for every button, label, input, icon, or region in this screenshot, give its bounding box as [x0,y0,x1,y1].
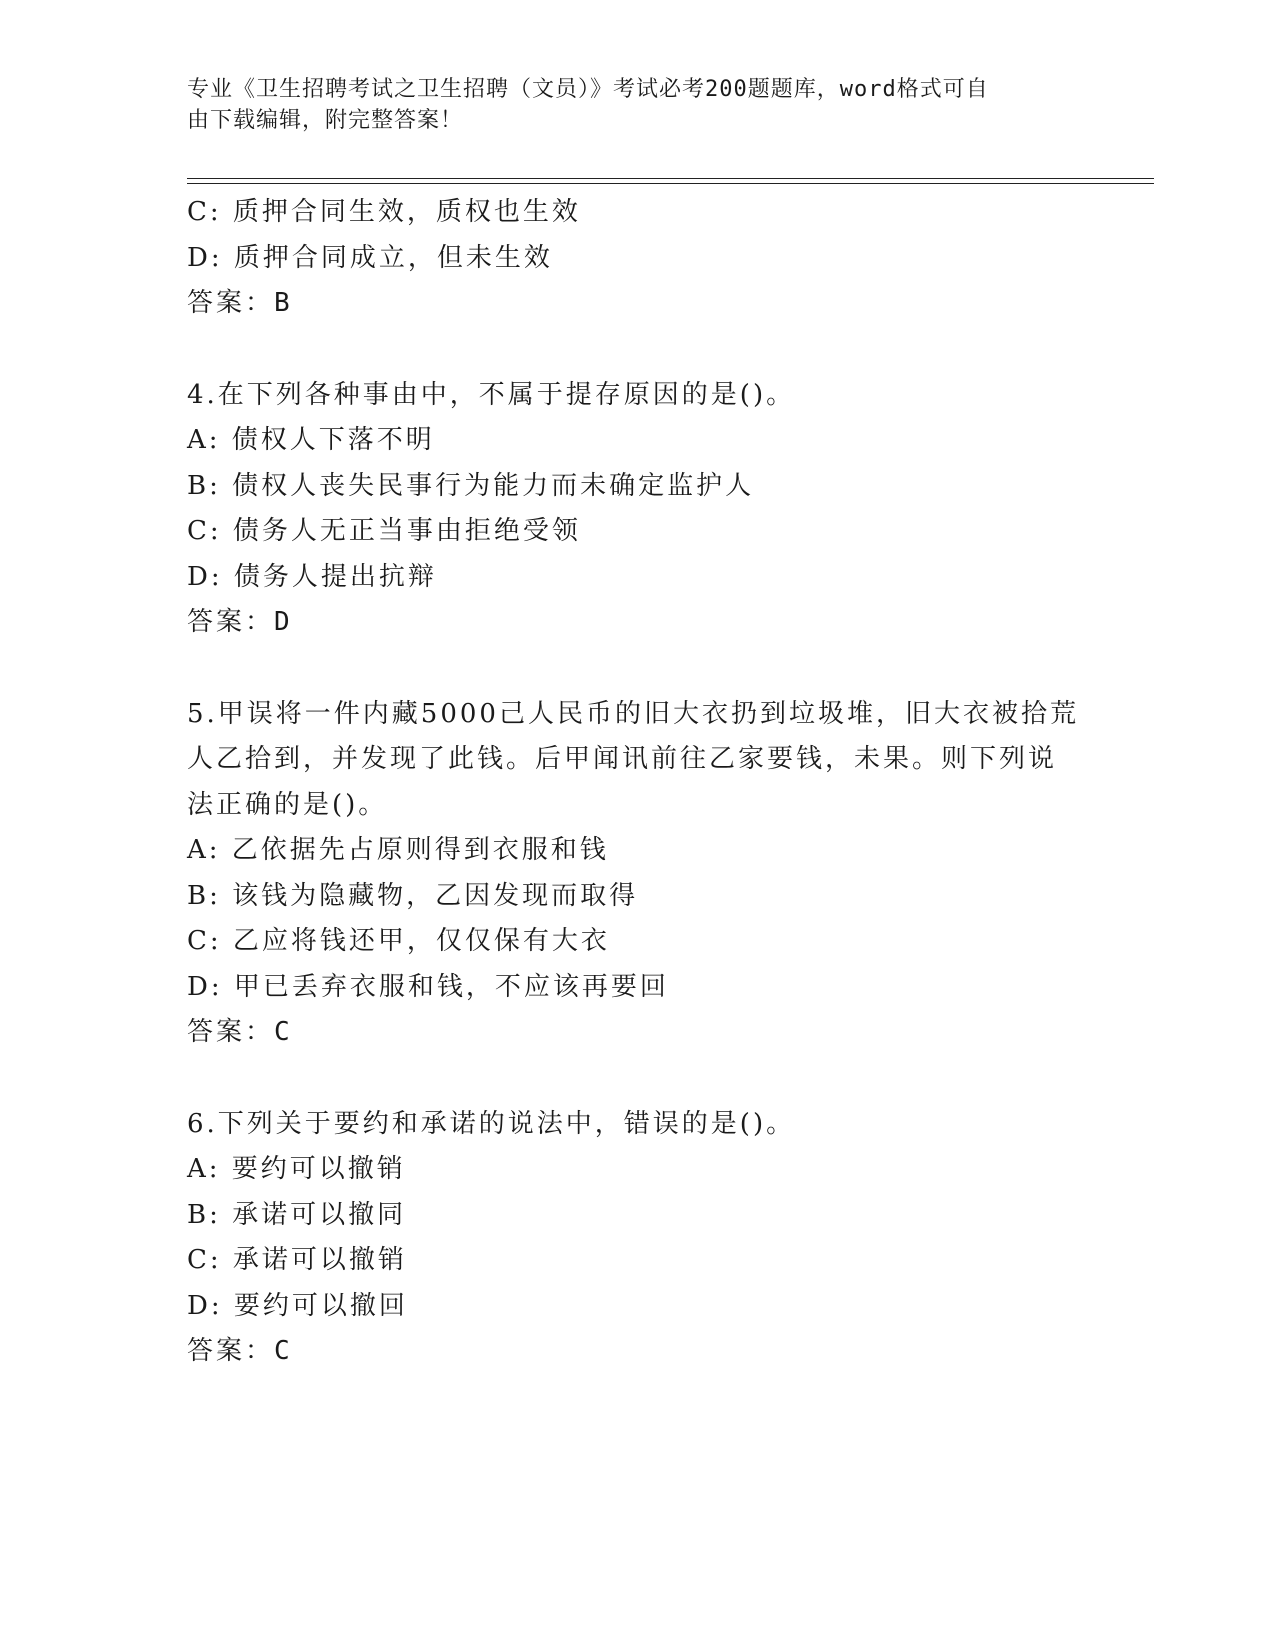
question-text-line-2: 人乙拾到，并发现了此钱。后甲闻讯前往乙家要钱，未果。则下列说 [187,744,1058,774]
option-a: A: 要约可以撤销 [187,1154,406,1184]
spacer [187,327,1087,373]
option-d: D: 要约可以撤回 [187,1290,408,1321]
option-a: A: 债权人下落不明 [187,425,435,455]
option-d: D: 甲已丢弃衣服和钱，不应该再要回 [187,971,669,1002]
option-b: B: 该钱为隐藏物，乙因发现而取得 [187,880,639,911]
answer: 答案：B [187,288,293,318]
question-3-tail [187,190,1087,327]
option-d: D: 债务人提出抗辩 [187,561,437,592]
header-line-1: 专业《卫生招聘考试之卫生招聘（文员）》考试必考200题题库，word格式可自 [187,77,989,102]
question-text: 4.在下列各种事由中，不属于提存原因的是()。 [187,379,796,410]
question-text-line-3: 法正确的是()。 [187,789,388,820]
header-line-2: 由下载编辑，附完整答案！ [187,108,464,133]
question-list [187,190,1087,1375]
question-4 [187,373,1087,646]
question-text-line-1: 5.甲误将一件内藏5000己人民币的旧大衣扔到垃圾堆，旧大衣被拾荒 [187,698,1079,729]
header-divider-bottom [187,183,1154,184]
option-a: A: 乙依据先占原则得到衣服和钱 [187,835,609,865]
document-header [187,74,1067,136]
answer: 答案：C [187,1017,293,1047]
spacer [187,646,1087,692]
spacer [187,1056,1087,1102]
answer: 答案：D [187,607,293,637]
option-c: C: 承诺可以撤销 [187,1245,407,1275]
header-divider-top [187,178,1154,179]
option-c: C: 质押合同生效，质权也生效 [187,197,581,227]
option-b: B: 债权人丧失民事行为能力而未确定监护人 [187,470,755,501]
option-c: C: 债务人无正当事由拒绝受领 [187,516,581,546]
option-b: B: 承诺可以撤同 [187,1199,407,1230]
option-d: D: 质押合同成立，但未生效 [187,242,553,273]
option-c: C: 乙应将钱还甲，仅仅保有大衣 [187,926,610,956]
question-6 [187,1102,1087,1375]
question-5 [187,692,1087,1056]
question-text: 6.下列关于要约和承诺的说法中，错误的是()。 [187,1108,796,1139]
answer: 答案：C [187,1336,293,1366]
